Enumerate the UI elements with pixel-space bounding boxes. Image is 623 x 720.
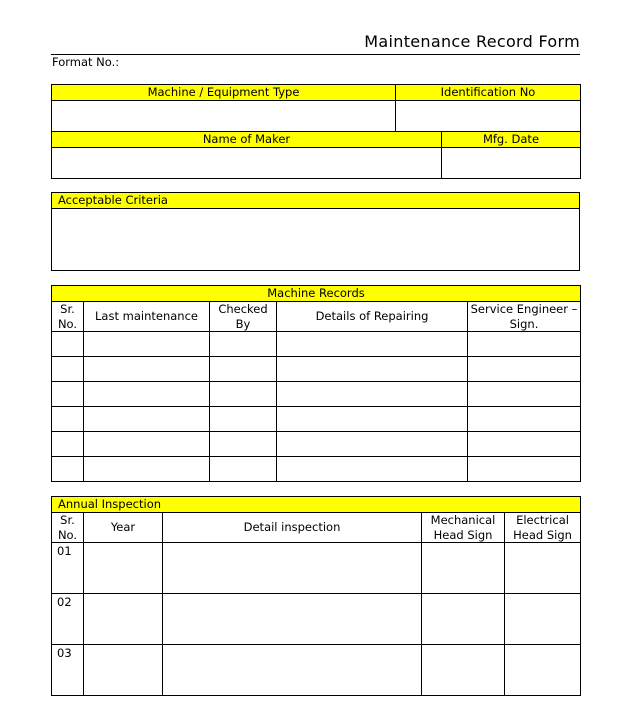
table-cell[interactable]: [163, 645, 422, 696]
mfg-date-header: Mfg. Date: [442, 132, 581, 148]
criteria-header: Acceptable Criteria: [52, 193, 580, 209]
annual-inspection-header: Annual Inspection: [52, 497, 581, 513]
table-cell[interactable]: [84, 594, 163, 645]
table-cell[interactable]: [468, 332, 581, 357]
column-header: Details of Repairing: [277, 302, 468, 332]
table-cell[interactable]: [422, 543, 505, 594]
table-row: [52, 332, 581, 357]
machine-type-header: Machine / Equipment Type: [52, 85, 396, 101]
table-cell[interactable]: [505, 645, 581, 696]
maker-table: [51, 131, 581, 179]
table-cell[interactable]: [468, 357, 581, 382]
table-cell[interactable]: [163, 594, 422, 645]
table-cell[interactable]: [210, 407, 277, 432]
table-cell[interactable]: [277, 332, 468, 357]
maker-header: Name of Maker: [52, 132, 442, 148]
column-header: Checked By: [210, 302, 277, 332]
table-cell[interactable]: [52, 457, 84, 482]
format-number-label: Format No.:: [52, 55, 120, 69]
title-divider: [51, 54, 580, 55]
table-cell[interactable]: [84, 407, 210, 432]
machine-type-field[interactable]: [52, 101, 396, 132]
table-row: [52, 594, 581, 645]
column-header: Detail inspection: [163, 513, 422, 543]
table-cell[interactable]: [84, 543, 163, 594]
column-header: Service Engineer – Sign.: [468, 302, 581, 332]
table-cell[interactable]: [468, 457, 581, 482]
identification-field[interactable]: [396, 101, 581, 132]
machine-records-table: [51, 285, 581, 482]
table-cell[interactable]: [468, 382, 581, 407]
table-cell[interactable]: [52, 382, 84, 407]
table-cell[interactable]: [210, 357, 277, 382]
table-row: [52, 432, 581, 457]
table-cell[interactable]: [84, 457, 210, 482]
table-cell[interactable]: [84, 332, 210, 357]
annual-inspection-table: [51, 496, 581, 696]
row-number: 02: [52, 594, 84, 645]
table-cell[interactable]: [277, 382, 468, 407]
criteria-field[interactable]: [52, 209, 580, 271]
table-row: [52, 457, 581, 482]
form-title: Maintenance Record Form: [364, 32, 580, 51]
table-cell[interactable]: [210, 332, 277, 357]
column-header: Mechanical Head Sign: [422, 513, 505, 543]
table-cell[interactable]: [52, 432, 84, 457]
column-header: Electrical Head Sign: [505, 513, 581, 543]
table-row: [52, 645, 581, 696]
machine-type-table: [51, 84, 581, 132]
table-cell[interactable]: [277, 432, 468, 457]
table-cell[interactable]: [210, 382, 277, 407]
table-cell[interactable]: [52, 357, 84, 382]
table-cell[interactable]: [422, 645, 505, 696]
column-header: Sr. No.: [52, 513, 84, 543]
table-cell[interactable]: [422, 594, 505, 645]
table-cell[interactable]: [84, 382, 210, 407]
table-cell[interactable]: [52, 332, 84, 357]
table-row: [52, 543, 581, 594]
table-cell[interactable]: [468, 407, 581, 432]
table-row: [52, 382, 581, 407]
table-cell[interactable]: [52, 407, 84, 432]
column-header: Last maintenance: [84, 302, 210, 332]
table-cell[interactable]: [84, 357, 210, 382]
row-number: 01: [52, 543, 84, 594]
table-cell[interactable]: [84, 432, 210, 457]
table-cell[interactable]: [505, 594, 581, 645]
maker-field[interactable]: [52, 148, 442, 179]
mfg-date-field[interactable]: [442, 148, 581, 179]
table-cell[interactable]: [468, 432, 581, 457]
table-cell[interactable]: [277, 457, 468, 482]
column-header: Year: [84, 513, 163, 543]
table-cell[interactable]: [210, 457, 277, 482]
table-cell[interactable]: [505, 543, 581, 594]
table-cell[interactable]: [277, 407, 468, 432]
column-header: Sr. No.: [52, 302, 84, 332]
row-number: 03: [52, 645, 84, 696]
table-cell[interactable]: [277, 357, 468, 382]
table-cell[interactable]: [84, 645, 163, 696]
table-row: [52, 407, 581, 432]
machine-records-header: Machine Records: [52, 286, 581, 302]
table-cell[interactable]: [163, 543, 422, 594]
table-cell[interactable]: [210, 432, 277, 457]
criteria-table: [51, 192, 580, 271]
identification-header: Identification No: [396, 85, 581, 101]
table-row: [52, 357, 581, 382]
